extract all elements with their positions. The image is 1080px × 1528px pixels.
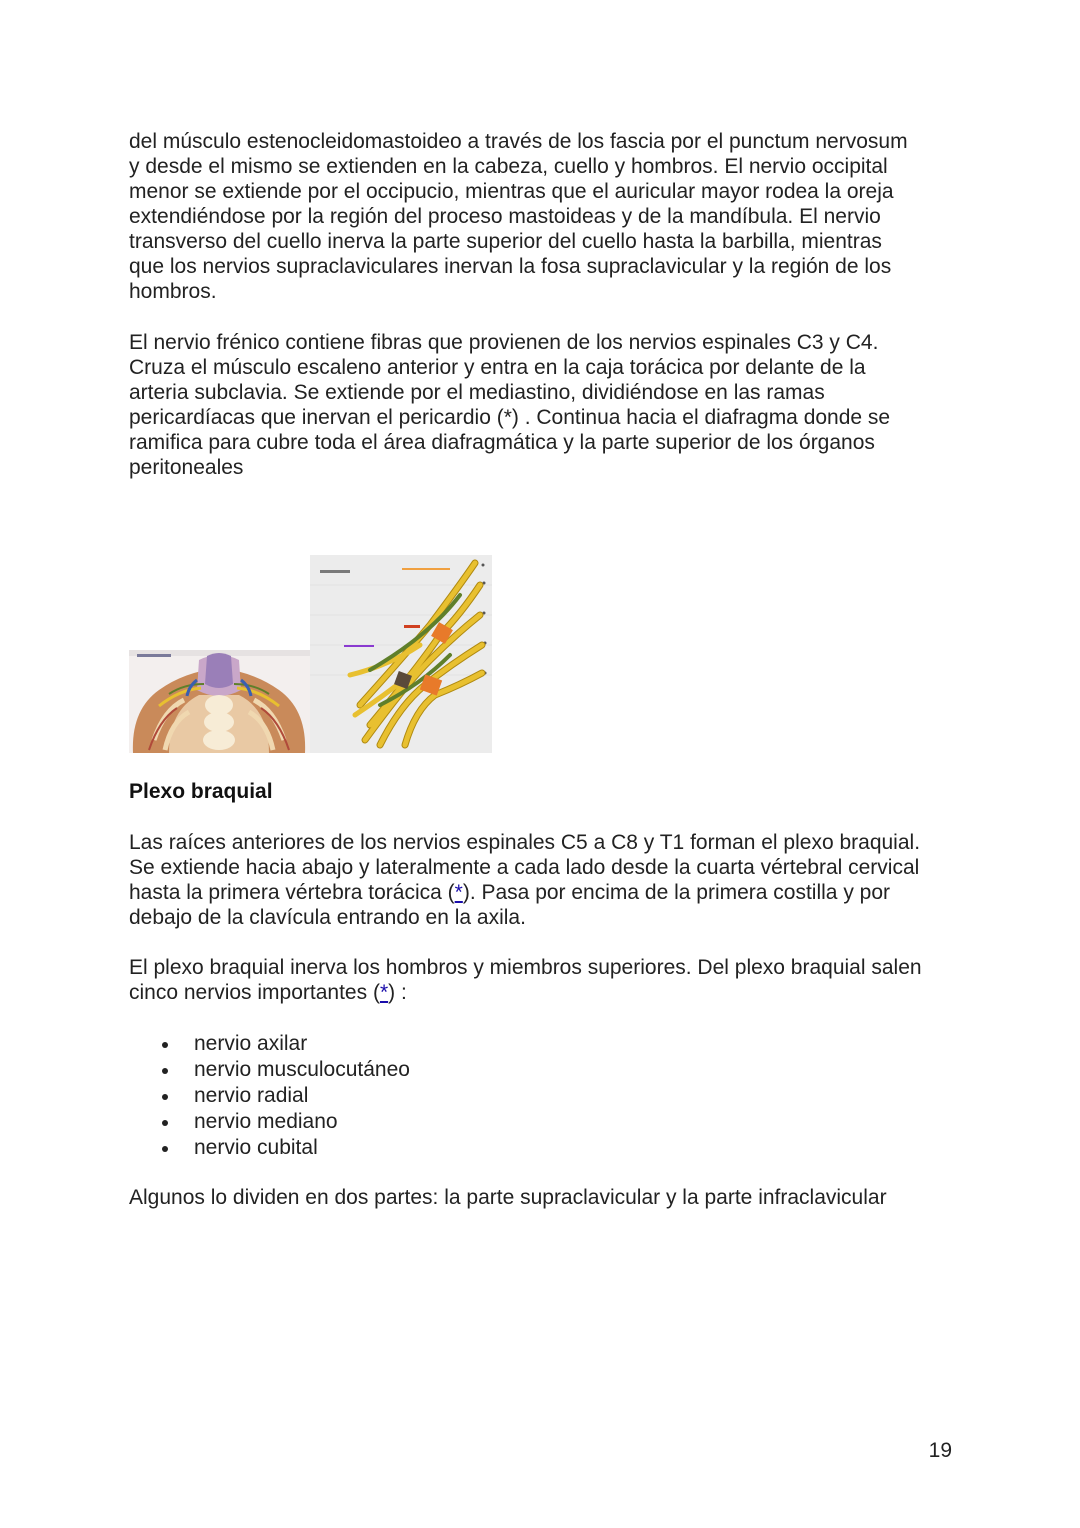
text-line: pericardíacas que inervan el pericardio (*) . Continua hacia el diafragma donde se: [129, 406, 891, 429]
bullet-icon: [162, 1146, 168, 1152]
paragraph-brachial-function: [129, 955, 959, 1005]
text-line: Las raíces anteriores de los nervios espinales C5 a C8 y T1 forman el plexo braquial.: [129, 831, 921, 854]
text-segment: ) :: [388, 981, 407, 1004]
text-line: peritoneales: [129, 456, 244, 479]
text-line: [129, 880, 959, 905]
text-line: [129, 980, 959, 1005]
text-segment: hasta la primera vértebra torácica (: [129, 881, 455, 904]
list-item-label: nervio musculocutáneo: [194, 1058, 410, 1081]
text-line: debajo de la clavícula entrando en la axila.: [129, 906, 526, 929]
text-segment: ). Pasa por encima de la primera costilla y por: [462, 881, 891, 904]
list-item-label: nervio mediano: [194, 1110, 338, 1133]
list-item: [160, 1057, 410, 1083]
text-line: Cruza el músculo escaleno anterior y entra en la caja torácica por delante de la: [129, 356, 866, 379]
text-segment: cinco nervios importantes (: [129, 981, 380, 1004]
text-line: hombros.: [129, 280, 217, 303]
list-item-label: nervio cubital: [194, 1136, 318, 1159]
list-item: [160, 1135, 410, 1161]
text-line: y desde el mismo se extienden en la cabeza, cuello y hombros. El nervio occipital: [129, 155, 888, 178]
bullet-icon: [162, 1068, 168, 1074]
brachial-plexus-diagram: [310, 555, 492, 753]
text-line: menor se extiende por el occipucio, mientras que el auricular mayor rodea la oreja: [129, 180, 894, 203]
text-line: arteria subclavia. Se extiende por el mediastino, dividiéndose en las ramas: [129, 381, 825, 404]
paragraph-closing: [129, 1185, 959, 1210]
list-item: [160, 1083, 410, 1109]
text-line: que los nervios supraclaviculares inervan la fosa supraclavicular y la región de los: [129, 255, 892, 278]
list-item: [160, 1109, 410, 1135]
text-line: del músculo estenocleidomastoideo a través de los fascia por el punctum nervosum: [129, 130, 908, 153]
paragraph-brachial-roots: [129, 830, 959, 930]
nerve-list: [160, 1031, 410, 1161]
text-line: ramifica para cubre toda el área diafragmática y la parte superior de los órganos: [129, 431, 875, 454]
text-line: extendiéndose por la región del proceso mastoideas y de la mandíbula. El nervio: [129, 205, 881, 228]
paragraph-cervical-plexus: [129, 129, 959, 304]
reference-link[interactable]: *: [454, 881, 463, 904]
anatomy-illustration-torso: [129, 650, 311, 753]
text-line: El plexo braquial inerva los hombros y miembros superiores. Del plexo braquial salen: [129, 956, 922, 979]
bullet-icon: [162, 1120, 168, 1126]
text-line: El nervio frénico contiene fibras que provienen de los nervios espinales C3 y C4.: [129, 331, 879, 354]
paragraph-phrenic-nerve: [129, 330, 959, 480]
text-line: Se extiende hacia abajo y lateralmente a cada lado desde la cuarta vértebral cervical: [129, 856, 920, 879]
page-number: 19: [928, 1439, 952, 1462]
bullet-icon: [162, 1094, 168, 1100]
list-item-label: nervio axilar: [194, 1032, 308, 1055]
text-line: transverso del cuello inerva la parte superior del cuello hasta la barbilla, mientras: [129, 230, 882, 253]
text-line: Algunos lo dividen en dos partes: la parte supraclavicular y la parte infraclavicular: [129, 1186, 887, 1209]
list-item-label: nervio radial: [194, 1084, 309, 1107]
reference-link[interactable]: *: [379, 981, 389, 1004]
bullet-icon: [162, 1042, 168, 1048]
section-heading: Plexo braquial: [129, 780, 273, 803]
list-item: [160, 1031, 410, 1057]
